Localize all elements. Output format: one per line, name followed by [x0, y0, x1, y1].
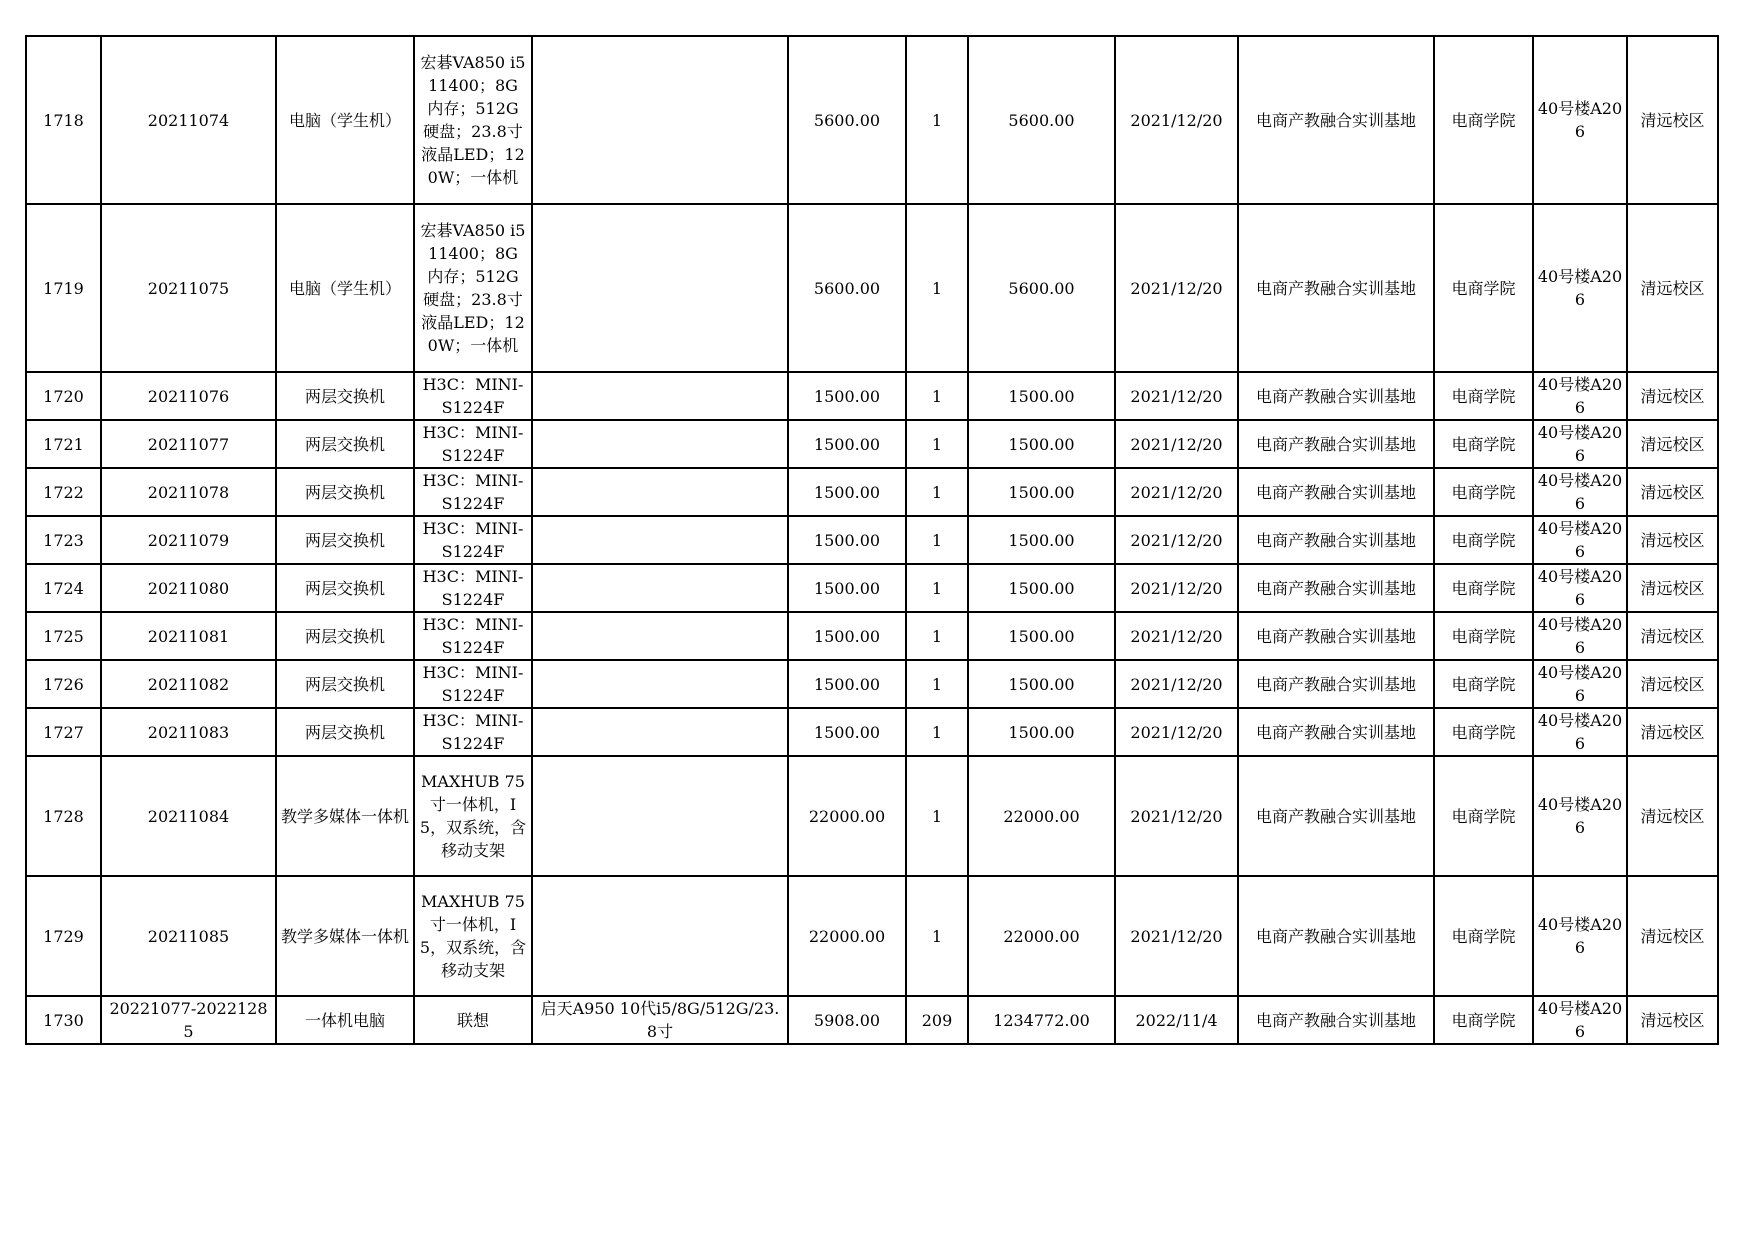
project-name: 电商产教融合实训基地: [1238, 420, 1434, 468]
quantity: 209: [906, 996, 968, 1044]
unit-price: 22000.00: [788, 876, 906, 996]
quantity: 1: [906, 876, 968, 996]
location: 40号楼A206: [1533, 708, 1627, 756]
total-amount: 1500.00: [968, 708, 1115, 756]
purchase-date: 2021/12/20: [1115, 468, 1238, 516]
location: 40号楼A206: [1533, 516, 1627, 564]
campus: 清远校区: [1627, 876, 1718, 996]
department: 电商学院: [1434, 756, 1533, 876]
asset-code: 20211082: [101, 660, 276, 708]
purchase-date: 2021/12/20: [1115, 204, 1238, 372]
table-row: [26, 468, 1718, 516]
location: 40号楼A206: [1533, 756, 1627, 876]
asset-name: 两层交换机: [276, 420, 414, 468]
location: 40号楼A206: [1533, 612, 1627, 660]
row-seq: 1727: [26, 708, 101, 756]
asset-model: [532, 204, 788, 372]
total-amount: 1500.00: [968, 612, 1115, 660]
asset-brand: MAXHUB 75寸一体机，I5，双系统，含移动支架: [414, 876, 532, 996]
quantity: 1: [906, 204, 968, 372]
quantity: 1: [906, 708, 968, 756]
quantity: 1: [906, 468, 968, 516]
project-name: 电商产教融合实训基地: [1238, 756, 1434, 876]
location: 40号楼A206: [1533, 204, 1627, 372]
location: 40号楼A206: [1533, 660, 1627, 708]
table-row: [26, 876, 1718, 996]
row-seq: 1721: [26, 420, 101, 468]
project-name: 电商产教融合实训基地: [1238, 468, 1434, 516]
quantity: 1: [906, 660, 968, 708]
asset-name: 一体机电脑: [276, 996, 414, 1044]
asset-model: [532, 564, 788, 612]
project-name: 电商产教融合实训基地: [1238, 708, 1434, 756]
project-name: 电商产教融合实训基地: [1238, 996, 1434, 1044]
department: 电商学院: [1434, 996, 1533, 1044]
row-seq: 1718: [26, 36, 101, 204]
purchase-date: 2021/12/20: [1115, 876, 1238, 996]
asset-code: 20211081: [101, 612, 276, 660]
asset-code: 20211078: [101, 468, 276, 516]
location: 40号楼A206: [1533, 876, 1627, 996]
row-seq: 1720: [26, 372, 101, 420]
asset-name: 两层交换机: [276, 708, 414, 756]
location: 40号楼A206: [1533, 36, 1627, 204]
asset-model: [532, 660, 788, 708]
asset-name: 两层交换机: [276, 612, 414, 660]
department: 电商学院: [1434, 372, 1533, 420]
total-amount: 1500.00: [968, 516, 1115, 564]
asset-code: 20221077-20221285: [101, 996, 276, 1044]
asset-name: 两层交换机: [276, 564, 414, 612]
campus: 清远校区: [1627, 36, 1718, 204]
purchase-date: 2021/12/20: [1115, 564, 1238, 612]
asset-brand: H3C：MINI-S1224F: [414, 612, 532, 660]
row-seq: 1730: [26, 996, 101, 1044]
department: 电商学院: [1434, 468, 1533, 516]
asset-model: [532, 612, 788, 660]
purchase-date: 2021/12/20: [1115, 36, 1238, 204]
asset-code: 20211085: [101, 876, 276, 996]
project-name: 电商产教融合实训基地: [1238, 564, 1434, 612]
campus: 清远校区: [1627, 612, 1718, 660]
asset-brand: 宏碁VA850 i5 11400；8G 内存；512G 硬盘；23.8寸液晶LED；120W；一体机: [414, 36, 532, 204]
asset-model: [532, 468, 788, 516]
total-amount: 1500.00: [968, 468, 1115, 516]
department: 电商学院: [1434, 660, 1533, 708]
unit-price: 1500.00: [788, 516, 906, 564]
asset-model: [532, 756, 788, 876]
asset-brand: H3C：MINI-S1224F: [414, 420, 532, 468]
total-amount: 1500.00: [968, 564, 1115, 612]
location: 40号楼A206: [1533, 420, 1627, 468]
asset-name: 两层交换机: [276, 468, 414, 516]
unit-price: 1500.00: [788, 468, 906, 516]
row-seq: 1726: [26, 660, 101, 708]
quantity: 1: [906, 516, 968, 564]
department: 电商学院: [1434, 204, 1533, 372]
asset-brand: H3C：MINI-S1224F: [414, 516, 532, 564]
asset-code: 20211077: [101, 420, 276, 468]
asset-name: 教学多媒体一体机: [276, 876, 414, 996]
purchase-date: 2021/12/20: [1115, 420, 1238, 468]
row-seq: 1725: [26, 612, 101, 660]
table-row: [26, 204, 1718, 372]
project-name: 电商产教融合实训基地: [1238, 612, 1434, 660]
department: 电商学院: [1434, 876, 1533, 996]
asset-brand: H3C：MINI-S1224F: [414, 372, 532, 420]
location: 40号楼A206: [1533, 372, 1627, 420]
table-row: [26, 660, 1718, 708]
quantity: 1: [906, 612, 968, 660]
asset-code: 20211074: [101, 36, 276, 204]
campus: 清远校区: [1627, 468, 1718, 516]
unit-price: 1500.00: [788, 564, 906, 612]
row-seq: 1722: [26, 468, 101, 516]
unit-price: 1500.00: [788, 708, 906, 756]
department: 电商学院: [1434, 36, 1533, 204]
campus: 清远校区: [1627, 420, 1718, 468]
total-amount: 22000.00: [968, 876, 1115, 996]
table-row: [26, 708, 1718, 756]
total-amount: 22000.00: [968, 756, 1115, 876]
asset-model: [532, 372, 788, 420]
purchase-date: 2021/12/20: [1115, 756, 1238, 876]
asset-model: [532, 420, 788, 468]
purchase-date: 2021/12/20: [1115, 660, 1238, 708]
department: 电商学院: [1434, 708, 1533, 756]
asset-name: 两层交换机: [276, 372, 414, 420]
department: 电商学院: [1434, 516, 1533, 564]
quantity: 1: [906, 372, 968, 420]
location: 40号楼A206: [1533, 564, 1627, 612]
row-seq: 1723: [26, 516, 101, 564]
asset-brand: MAXHUB 75寸一体机，I5，双系统，含移动支架: [414, 756, 532, 876]
unit-price: 1500.00: [788, 660, 906, 708]
asset-code: 20211079: [101, 516, 276, 564]
asset-brand: H3C：MINI-S1224F: [414, 660, 532, 708]
unit-price: 5600.00: [788, 204, 906, 372]
asset-name: 两层交换机: [276, 660, 414, 708]
asset-name: 电脑（学生机）: [276, 36, 414, 204]
total-amount: 1234772.00: [968, 996, 1115, 1044]
quantity: 1: [906, 756, 968, 876]
table-row: [26, 756, 1718, 876]
campus: 清远校区: [1627, 204, 1718, 372]
asset-table-body: [26, 36, 1718, 1044]
asset-model: [532, 516, 788, 564]
purchase-date: 2021/12/20: [1115, 612, 1238, 660]
location: 40号楼A206: [1533, 996, 1627, 1044]
quantity: 1: [906, 420, 968, 468]
table-row: [26, 612, 1718, 660]
table-row: [26, 420, 1718, 468]
row-seq: 1724: [26, 564, 101, 612]
asset-code: 20211084: [101, 756, 276, 876]
row-seq: 1728: [26, 756, 101, 876]
asset-name: 教学多媒体一体机: [276, 756, 414, 876]
row-seq: 1719: [26, 204, 101, 372]
department: 电商学院: [1434, 612, 1533, 660]
total-amount: 1500.00: [968, 420, 1115, 468]
asset-model: [532, 876, 788, 996]
campus: 清远校区: [1627, 660, 1718, 708]
campus: 清远校区: [1627, 708, 1718, 756]
quantity: 1: [906, 36, 968, 204]
purchase-date: 2022/11/4: [1115, 996, 1238, 1044]
total-amount: 1500.00: [968, 660, 1115, 708]
asset-name: 两层交换机: [276, 516, 414, 564]
asset-model: 启天A950 10代i5/8G/512G/23.8寸: [532, 996, 788, 1044]
asset-code: 20211080: [101, 564, 276, 612]
table-row: [26, 516, 1718, 564]
total-amount: 5600.00: [968, 36, 1115, 204]
asset-code: 20211083: [101, 708, 276, 756]
unit-price: 1500.00: [788, 420, 906, 468]
asset-model: [532, 36, 788, 204]
table-row: [26, 996, 1718, 1044]
project-name: 电商产教融合实训基地: [1238, 660, 1434, 708]
location: 40号楼A206: [1533, 468, 1627, 516]
asset-brand: H3C：MINI-S1224F: [414, 564, 532, 612]
table-row: [26, 564, 1718, 612]
table-row: [26, 372, 1718, 420]
department: 电商学院: [1434, 564, 1533, 612]
campus: 清远校区: [1627, 756, 1718, 876]
unit-price: 1500.00: [788, 612, 906, 660]
asset-model: [532, 708, 788, 756]
unit-price: 5600.00: [788, 36, 906, 204]
project-name: 电商产教融合实训基地: [1238, 204, 1434, 372]
unit-price: 5908.00: [788, 996, 906, 1044]
asset-name: 电脑（学生机）: [276, 204, 414, 372]
row-seq: 1729: [26, 876, 101, 996]
purchase-date: 2021/12/20: [1115, 372, 1238, 420]
asset-code: 20211076: [101, 372, 276, 420]
campus: 清远校区: [1627, 564, 1718, 612]
asset-code: 20211075: [101, 204, 276, 372]
project-name: 电商产教融合实训基地: [1238, 516, 1434, 564]
unit-price: 22000.00: [788, 756, 906, 876]
project-name: 电商产教融合实训基地: [1238, 36, 1434, 204]
asset-brand: 宏碁VA850 i5 11400；8G 内存；512G 硬盘；23.8寸液晶LED；120W；一体机: [414, 204, 532, 372]
total-amount: 5600.00: [968, 204, 1115, 372]
campus: 清远校区: [1627, 516, 1718, 564]
quantity: 1: [906, 564, 968, 612]
purchase-date: 2021/12/20: [1115, 516, 1238, 564]
asset-table: [25, 35, 1719, 1045]
asset-brand: H3C：MINI-S1224F: [414, 468, 532, 516]
project-name: 电商产教融合实训基地: [1238, 372, 1434, 420]
project-name: 电商产教融合实训基地: [1238, 876, 1434, 996]
department: 电商学院: [1434, 420, 1533, 468]
campus: 清远校区: [1627, 996, 1718, 1044]
purchase-date: 2021/12/20: [1115, 708, 1238, 756]
campus: 清远校区: [1627, 372, 1718, 420]
unit-price: 1500.00: [788, 372, 906, 420]
asset-brand: H3C：MINI-S1224F: [414, 708, 532, 756]
asset-brand: 联想: [414, 996, 532, 1044]
table-row: [26, 36, 1718, 204]
total-amount: 1500.00: [968, 372, 1115, 420]
